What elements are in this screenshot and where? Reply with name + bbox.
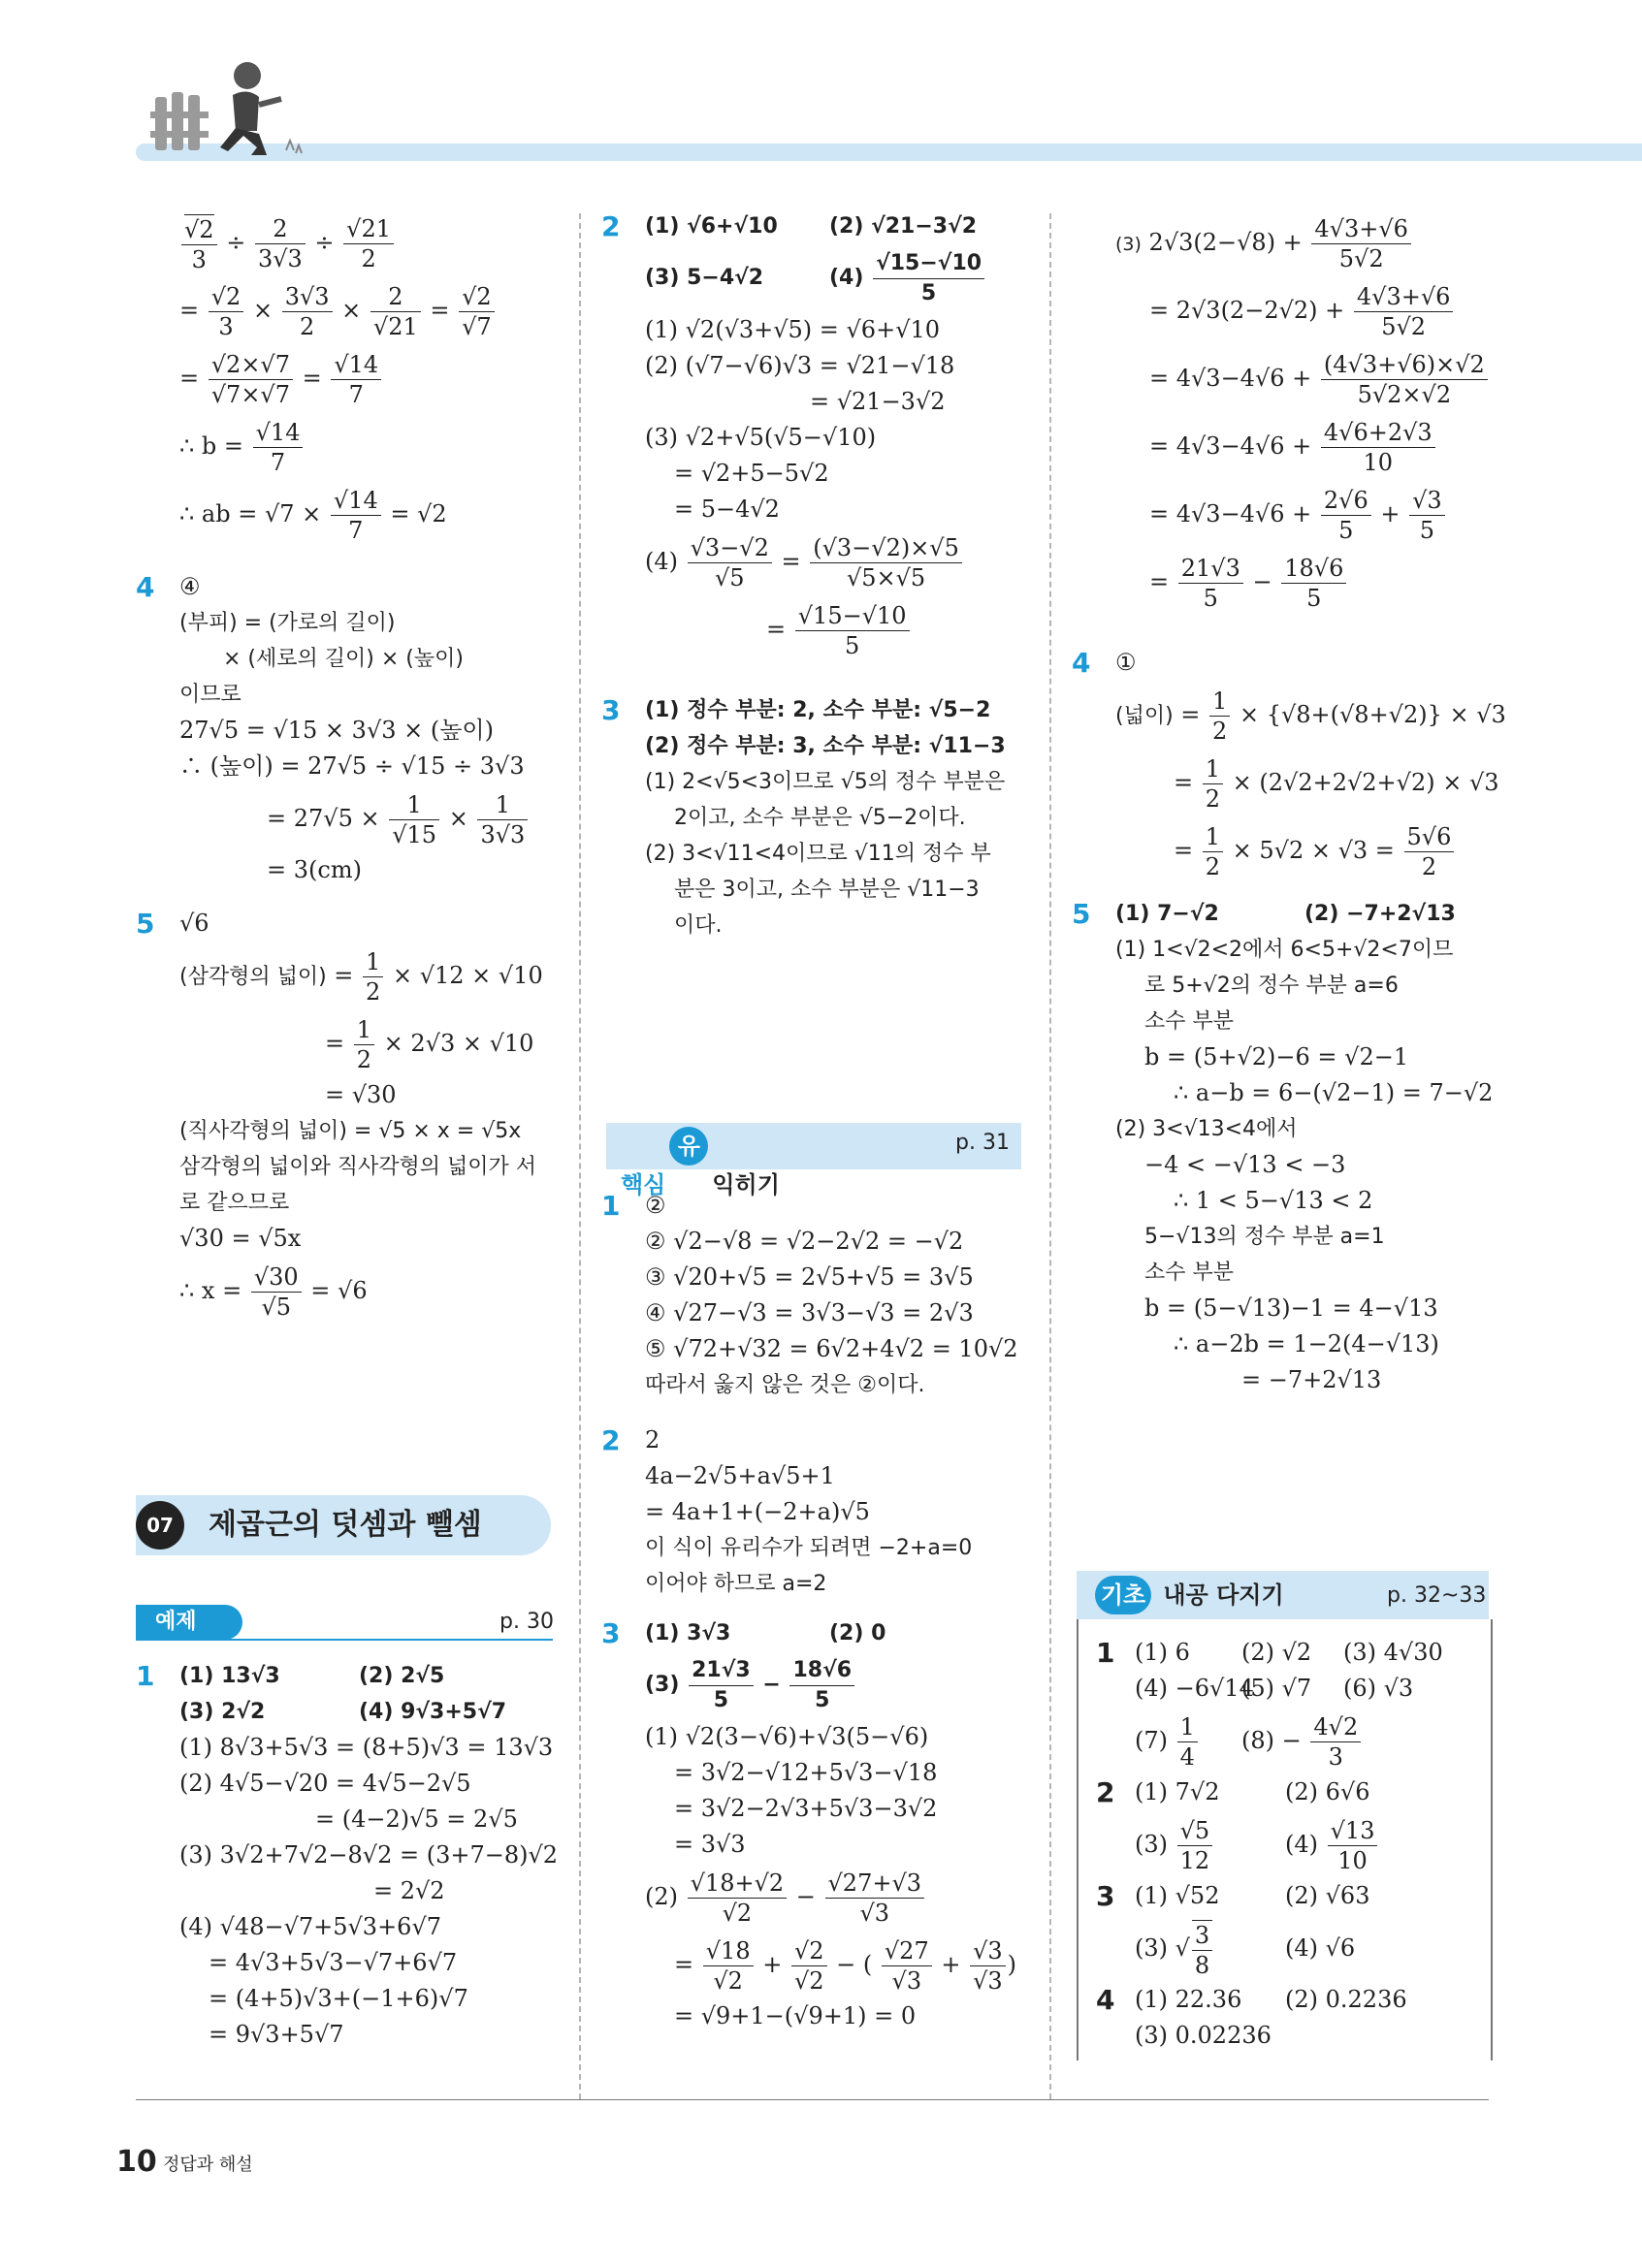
answer-row — [1096, 1878, 1484, 1914]
answer: (3) 2√2 — [179, 1700, 266, 1724]
calc-line: = $\frac{√15-√10}{5}$ — [601, 595, 1028, 663]
answer: (1) 7√2 — [1135, 1778, 1220, 1805]
answer-row — [1096, 1635, 1484, 1671]
solution-line: = (4−2)√5 = 2√5 — [315, 1805, 518, 1833]
problem-4 — [136, 569, 563, 605]
solution-line: 로 같으므로 — [179, 1191, 290, 1215]
answer-row — [1096, 2018, 1484, 2054]
problem-number: 5 — [136, 908, 155, 940]
answer: (4) √6 — [1285, 1934, 1356, 1962]
solution-line: 4a−2√5+a√5+1 — [645, 1462, 835, 1489]
answer: (2) 0 — [829, 1621, 886, 1645]
problem-number: 2 — [601, 1424, 621, 1456]
example-rule — [136, 1639, 553, 1641]
solution-line: = 4a+1+(−2+a)√5 — [645, 1498, 870, 1525]
calc-line: (삼각형의 넓이) = $\frac{1}{2}$ × √12 × √10 — [179, 948, 543, 1006]
problem-number: 4 — [1072, 647, 1091, 679]
answer: (2) √21−3√2 — [829, 214, 978, 239]
answer: (1) 13√3 — [179, 1664, 280, 1688]
solution-line: 이어야 하므로 a=2 — [645, 1572, 827, 1596]
solution-line: = (4+5)√3+(−1+6)√7 — [209, 1985, 468, 2012]
basic-circle-label: 기초 — [1095, 1576, 1151, 1614]
example-1 — [136, 1658, 563, 2053]
solution-line: (3) √2+√5(√5−√10) — [645, 424, 877, 451]
core-circle-label: 유형 — [669, 1127, 708, 1166]
solution-line: (1) 1<√2<2에서 6<5+√2<7이므 — [1115, 938, 1454, 962]
problem-number: 4 — [1096, 1984, 1115, 2016]
page-reference: p. 30 — [499, 1610, 554, 1634]
solution-line: (2) 4√5−√20 = 4√5−2√5 — [179, 1770, 471, 1797]
calc-line: (4) $\frac{√3-√2}{√5}$ = $\frac{(√3-√2)\times√5}{√5\times√5}$ — [601, 527, 1028, 595]
problem-number: 1 — [136, 1660, 155, 1692]
answer: (2) 정수 부분: 3, 소수 부분: √11−3 — [645, 734, 1006, 758]
calc-line: ∴ x = $\frac{√30}{√5}$ = √6 — [179, 1263, 368, 1321]
calc-line: = $\frac{1}{2}$ × 5√2 × √3 = $\frac{5√6}{2}$ — [1072, 816, 1498, 884]
solution-line: (4) √48−√7+5√3+6√7 — [179, 1913, 442, 1940]
problem-number: 3 — [601, 694, 621, 726]
column-separator — [1049, 213, 1051, 2099]
calc-line: = $\frac{√18}{√2}$ + $\frac{√2}{√2}$ − ( $\frac{√27}{√3}$ + $\frac{√3}{√3}$ ) — [674, 1937, 1017, 1995]
solution-line: 삼각형의 넓이와 직사각형의 넓이가 서 — [179, 1155, 537, 1179]
solution-line: 5−√13의 정수 부분 a=1 — [1144, 1225, 1385, 1249]
answer: (5) √7 — [1241, 1675, 1312, 1702]
answer: (1) 22.36 — [1135, 1986, 1242, 2013]
solution-line: (부피) = (가로의 길이) — [179, 611, 396, 635]
solution-line: b = (5+√2)−6 = √2−1 — [1144, 1043, 1409, 1070]
core-rest: 익히기 — [712, 1171, 780, 1198]
calc-line: = 4√3−4√6 + $\frac{2√6}{5}$ + $\frac{√3}{5}$ — [1072, 480, 1498, 548]
calc-line: = $\frac{√2}{3}$ × $\frac{3√3}{2}$ × $\frac{2}{√21}$ = $\frac{√2}{√7}$ — [136, 276, 563, 344]
solution-line: ③ √20+√5 = 2√5+√5 = 3√5 — [645, 1263, 974, 1291]
problem-number: 3 — [1096, 1880, 1115, 1912]
solution-line: (직사각형의 넓이) = √5 × x = √5x — [179, 1119, 522, 1143]
answer: (1) 7−√2 — [1115, 902, 1219, 926]
problem-5 — [136, 906, 563, 942]
answer: (1) √52 — [1135, 1882, 1220, 1909]
answer-row — [601, 1615, 1028, 1651]
answer: (2) √2 — [1241, 1639, 1312, 1666]
answer-row — [1096, 1982, 1484, 2018]
solution-line: 27√5 = √15 × 3√3 × (높이) — [179, 717, 494, 744]
answer: (1) 6 — [1135, 1639, 1190, 1666]
solution-line: ∴ a−b = 6−(√2−1) = 7−√2 — [1174, 1079, 1494, 1106]
solution-line: = √21−3√2 — [810, 388, 946, 415]
column-3 — [1072, 208, 1506, 1398]
solution-line: = 3√3 — [674, 1831, 746, 1858]
answer: √6 — [179, 910, 209, 937]
calc-line: = 4√3−4√6 + $\frac{4√6+2√3}{10}$ — [1072, 412, 1498, 480]
answer-row — [1072, 896, 1498, 932]
answer: (4) 9√3+5√7 — [359, 1700, 507, 1724]
basic-problems — [1096, 1635, 1484, 2054]
answer-fraction: (3) $\frac{21√3}{5}$ − $\frac{18√6}{5}$ — [601, 1651, 1028, 1719]
solution-line: × (세로의 길이) × (높이) — [223, 647, 464, 671]
answer-row — [1096, 1671, 1484, 1707]
basic-rest: 내공 다지기 — [1163, 1581, 1284, 1609]
solution-line: ④ √27−√3 = 3√3−√3 = 2√3 — [645, 1299, 974, 1326]
column-separator — [579, 213, 581, 2099]
calc-line: (3) 2√3(2−√8) + $\frac{4√3+√6}{5√2}$ — [1072, 208, 1498, 276]
answer-row — [601, 208, 1028, 244]
column-1 — [136, 208, 563, 1325]
calc-line: (2) $\frac{√18+√2}{√2}$ − $\frac{√27+√3}{√3}$ — [601, 1863, 1028, 1931]
calc-line: (넓이) = $\frac{1}{2}$ × {√8+(√8+√2)} × √3 — [1115, 687, 1506, 745]
calc-line: = 2√3(2−2√2) + $\frac{4√3+√6}{5√2}$ — [1072, 276, 1498, 344]
solution-line: = 9√3+5√7 — [209, 2021, 344, 2048]
solution-line: b = (5−√13)−1 = 4−√13 — [1144, 1294, 1438, 1322]
calc-line: = $\frac{1}{2}$ × (2√2+2√2+√2) × √3 — [1174, 755, 1499, 813]
answer-fraction: (7) $\frac{1}{4}$ — [1135, 1707, 1200, 1774]
solution-line: 이므로 — [179, 683, 241, 707]
problem-number: 1 — [601, 1190, 621, 1222]
example-tab: 예제 — [136, 1605, 242, 1640]
solution-line: 이 식이 유리수가 되려면 −2+a=0 — [645, 1536, 973, 1560]
header-band — [136, 144, 1642, 161]
solution-line: = √2+5−5√2 — [674, 460, 829, 487]
answer-fraction: (8) − $\frac{4√2}{3}$ — [1241, 1707, 1363, 1774]
answer-row — [1096, 1774, 1484, 1810]
solution-line: (3) 3√2+7√2−8√2 = (3+7−8)√2 — [179, 1841, 559, 1869]
page-number: 10 — [116, 2145, 157, 2179]
answer: ④ — [179, 573, 201, 600]
answer-fraction: (3) √ $\frac{3}{8}$ — [1135, 1914, 1214, 1982]
problem-number: 2 — [1096, 1776, 1115, 1808]
problem-number: 1 — [1096, 1637, 1115, 1669]
solution-line: = 2√2 — [373, 1877, 445, 1904]
solution-line: 소수 부분 — [1144, 1261, 1235, 1285]
core-problems — [601, 1188, 1028, 2034]
answer-row — [601, 728, 1028, 764]
solution-line: = 4√3+5√3−√7+6√7 — [209, 1949, 458, 1976]
gardener-illustration — [150, 58, 306, 165]
calc-line: = 27√5 × $\frac{1}{√15}$ × $\frac{1}{3√3}$ — [136, 784, 563, 852]
solution-line: = −7+2√13 — [1241, 1366, 1382, 1393]
footer-rule — [136, 2099, 1489, 2100]
answer: (1) √6+√10 — [645, 214, 778, 239]
answer-row — [1096, 1914, 1484, 1982]
answer: 2 — [645, 1426, 660, 1453]
basic-section-title — [1091, 1574, 1284, 1616]
answer-row — [136, 1694, 563, 1730]
answer-row — [601, 692, 1028, 728]
answer: (2) √63 — [1285, 1882, 1370, 1909]
solution-line: 로 5+√2의 정수 부분 a=6 — [1144, 974, 1399, 998]
lesson-title: 제곱근의 덧셈과 뺄셈 — [209, 1508, 482, 1542]
answer-row — [601, 244, 1028, 312]
page-reference: p. 32~33 — [1387, 1583, 1487, 1608]
answer-fraction: (4) $\frac{√15-√10}{5}$ — [829, 244, 986, 312]
answer-row — [1096, 1707, 1484, 1774]
problem-c3-4 — [1072, 645, 1498, 681]
solution-line: = 5−4√2 — [674, 495, 780, 523]
problem-number: 5 — [1072, 898, 1091, 930]
answer: (2) 2√5 — [359, 1664, 445, 1688]
answer: (1) 3√3 — [645, 1621, 731, 1645]
answer: (2) 6√6 — [1285, 1778, 1370, 1805]
problem-k2 — [601, 1422, 1028, 1458]
solution-line: 소수 부분 — [1144, 1009, 1235, 1034]
solution-line: (2) (√7−√6)√3 = √21−√18 — [645, 352, 955, 379]
calc-line: = 4√3−4√6 + $\frac{(4√3+√6)\times√2}{5√2\times√2}$ — [1072, 344, 1498, 412]
calc-line: ∴ ab = √7 × $\frac{√14}{7}$ = √2 — [179, 487, 447, 544]
answer: (3) 4√30 — [1343, 1639, 1443, 1666]
solution-line: √30 = √5x — [179, 1225, 302, 1252]
solution-line: 이다. — [674, 913, 723, 938]
solution-line: ⑤ √72+√32 = 6√2+4√2 = 10√2 — [645, 1335, 1018, 1362]
answer: (2) 0.2236 — [1285, 1986, 1407, 2013]
solution-line: ∴ a−2b = 1−2(4−√13) — [1174, 1330, 1439, 1358]
calc-line: ∴ b = $\frac{√14}{7}$ — [136, 412, 563, 480]
calc-line: $\frac{√2}{3}$ ÷ $\frac{2}{3√3}$ ÷ $\frac{√21}{2}$ — [136, 208, 563, 276]
calc-line: = $\frac{√2\times√7}{√7\times√7}$ = $\frac{√14}{7}$ — [136, 344, 563, 412]
problem-number: 2 — [601, 210, 621, 242]
solution-line: (1) 2<√5<3이므로 √5의 정수 부분은 — [645, 770, 1006, 794]
answer: (6) √3 — [1343, 1675, 1414, 1702]
answer-row — [136, 1658, 563, 1694]
solution-line: (1) √2(3−√6)+√3(5−√6) — [645, 1723, 929, 1750]
solution-line: ∴ 1 < 5−√13 < 2 — [1174, 1187, 1373, 1214]
calc-line: = $\frac{1}{2}$ × 2√3 × √10 — [325, 1016, 534, 1073]
solution-line: (2) 3<√11<4이므로 √11의 정수 부 — [645, 842, 991, 866]
answer: (2) −7+2√13 — [1304, 902, 1456, 926]
answer-fraction: (4) $\frac{√13}{10}$ — [1285, 1810, 1379, 1878]
problem-k1 — [601, 1188, 1028, 1224]
footer-title: 정답과 해설 — [163, 2155, 253, 2175]
problem-number: 4 — [136, 571, 155, 603]
answer: (4) −6√14 — [1135, 1675, 1254, 1702]
solution-line: = 3√2−√12+5√3−√18 — [674, 1759, 938, 1786]
column-2 — [601, 208, 1028, 943]
answer: (3) 0.02236 — [1135, 2022, 1272, 2049]
lesson-number-badge: 07 — [136, 1501, 184, 1549]
core-prefix: 핵심 — [621, 1171, 666, 1198]
solution-line: = 3√2−2√3+5√3−3√2 — [674, 1795, 938, 1822]
problem-number: 3 — [601, 1617, 621, 1649]
calc-line: = $\frac{21√3}{5}$ − $\frac{18√6}{5}$ — [1072, 548, 1498, 616]
solution-line: (1) 8√3+5√3 = (8+5)√3 = 13√3 — [179, 1734, 554, 1761]
solution-line: 따라서 옳지 않은 것은 ②이다. — [645, 1373, 925, 1397]
page-reference: p. 31 — [955, 1131, 1010, 1155]
answer: (1) 정수 부분: 2, 소수 부분: √5−2 — [645, 698, 991, 722]
solution-line: 2이고, 소수 부분은 √5−2이다. — [674, 806, 966, 830]
solution-line: = √30 — [325, 1081, 397, 1108]
answer: ① — [1115, 649, 1137, 676]
solution-line: = 3(cm) — [267, 856, 362, 883]
solution-line: (1) √2(√3+√5) = √6+√10 — [645, 316, 941, 343]
solution-line: = √9+1−(√9+1) = 0 — [674, 2002, 917, 2029]
solution-line: ∴ (높이) = 27√5 ÷ √15 ÷ 3√3 — [179, 752, 525, 780]
solution-line: ② √2−√8 = √2−2√2 = −√2 — [645, 1228, 964, 1255]
solution-line: (2) 3<√13<4에서 — [1115, 1117, 1298, 1141]
answer-fraction: (3) $\frac{√5}{12}$ — [1135, 1810, 1214, 1878]
solution-line: −4 < −√13 < −3 — [1144, 1151, 1346, 1178]
answer-row — [1096, 1810, 1484, 1878]
answer: ② — [645, 1192, 666, 1219]
solution-line: 분은 3이고, 소수 부분은 √11−3 — [674, 878, 980, 902]
answer: (3) 5−4√2 — [645, 266, 764, 290]
